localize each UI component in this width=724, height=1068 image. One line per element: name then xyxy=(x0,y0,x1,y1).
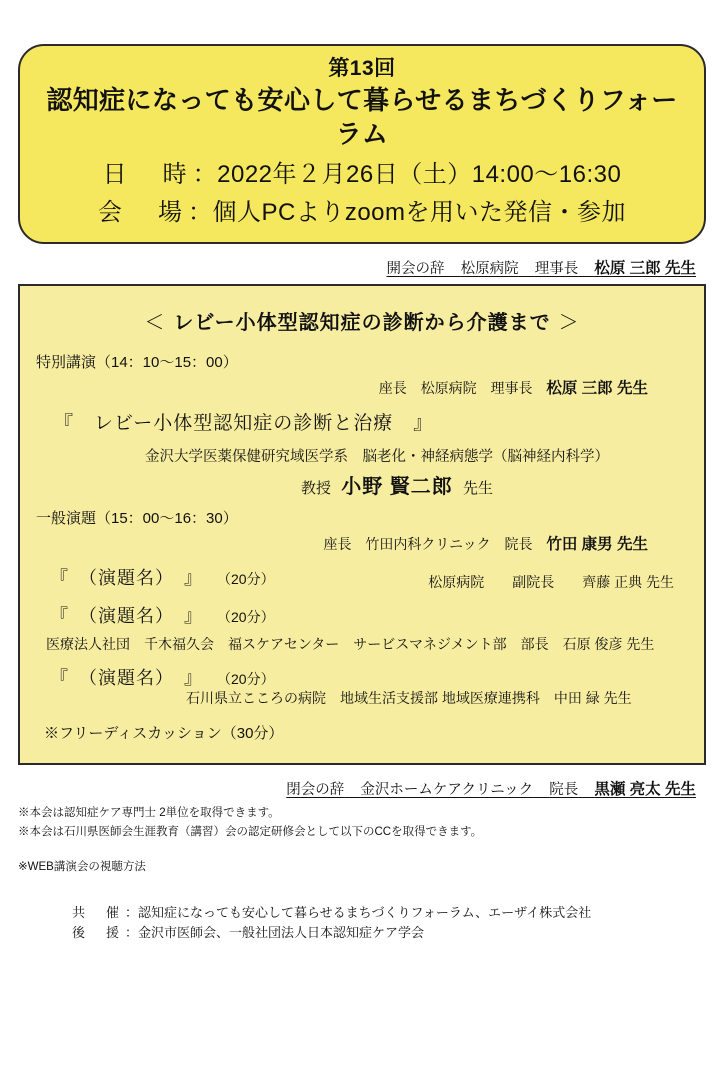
cohost-row xyxy=(72,903,706,924)
general-item-2-affiliation: 医療法人社団 千木福久会 福スケアセンター サービスマネジメント部 部長 石原 俊彦 先生 xyxy=(46,635,655,652)
theme-close-bracket: ＞ xyxy=(558,311,580,334)
special-chair-line xyxy=(36,376,648,398)
note-credit-cc: ※本会は石川県医師会生涯教育（講習）会の認定研修会として以下のCCを取得できます。 xyxy=(18,826,483,839)
special-lecture-heading: 特別講演（14：10〜15：00） xyxy=(36,353,238,371)
support-value: ：金沢市医師会、一般社団法人日本認知症ケア学会 xyxy=(125,925,425,941)
place-value: 個人PCよりzoomを用いた発信・参加 xyxy=(212,198,627,226)
special-speaker-name: 小野 賢二郎 xyxy=(341,475,453,498)
forum-title: 認知症になっても安心して暮らせるまちづくりフォーラム xyxy=(46,85,678,150)
opening-org: 松原病院 xyxy=(460,260,519,277)
place-label: 会 場 xyxy=(97,198,188,226)
theme-open-bracket: ＜ xyxy=(144,311,166,334)
general-chair-role: 院長 xyxy=(504,535,533,552)
special-affiliation: 金沢大学医薬保健研究域医学系 脳老化・神経病態学（脳神経内科学） xyxy=(145,448,609,465)
note-credit-care: ※本会は認知症ケア専門士 2単位を取得できます。 xyxy=(18,806,280,819)
general-item-3 xyxy=(50,664,688,690)
general-session-heading: 一般演題（15：00〜16：30） xyxy=(36,509,238,527)
general-chair-name: 竹田 康男 先生 xyxy=(546,535,648,553)
special-chair-role: 理事長 xyxy=(490,379,533,396)
free-discussion: ※フリーディスカッション（30分） xyxy=(44,724,284,742)
support-row xyxy=(72,923,706,944)
cohost-value: ：認知症になっても安心して暮らせるまちづくりフォーラム、エーザイ株式会社 xyxy=(125,904,592,920)
special-talk-title: 『 レビー小体型認知症の診断と治療 』 xyxy=(54,412,434,434)
special-chair-name: 松原 三郎 先生 xyxy=(546,379,648,397)
flyer-page xyxy=(0,44,724,1068)
note-web-instructions: ※WEB講演会の視聴方法 xyxy=(18,861,146,874)
opening-label: 開会の辞 xyxy=(386,260,445,277)
closing-remarks xyxy=(18,777,706,799)
date-row: 日 時：2022年２月26日（土）14:00〜16:30 xyxy=(102,160,622,188)
general-item-3-duration: （20分） xyxy=(217,670,275,687)
general-item-3-affiliation: 石川県立こころの病院 地域生活支援部 地域医療連携科 中田 緑 先生 xyxy=(186,689,632,706)
date-value: 2022年２月26日（土）14:00〜16:30 xyxy=(217,160,622,188)
date-label: 日 時 xyxy=(102,160,193,188)
special-speaker-line xyxy=(106,470,688,499)
closing-label: 閉会の辞 xyxy=(286,781,345,798)
theme-text: レビー小体型認知症の診断から介護まで xyxy=(173,311,551,334)
general-item-1-title: 『 （演題名） 』 xyxy=(50,567,203,588)
special-speaker-role: 教授 xyxy=(301,479,332,497)
footer-sponsors xyxy=(18,903,706,945)
general-item-2 xyxy=(50,602,688,628)
general-chair-line xyxy=(36,532,648,554)
special-chair-label: 座長 xyxy=(378,379,407,396)
opening-role: 理事長 xyxy=(534,260,579,277)
program-box xyxy=(18,284,706,765)
closing-name: 黒瀬 亮太 先生 xyxy=(594,780,696,798)
cohost-label: 共 催 xyxy=(72,904,124,920)
general-chair-org: 竹田内科クリニック xyxy=(365,535,491,552)
general-item-1-duration: （20分） xyxy=(217,570,275,587)
support-label: 後 援 xyxy=(72,925,124,941)
general-item-1-affiliation: 松原病院 副院長 齊藤 正典 先生 xyxy=(428,573,674,590)
opening-remarks xyxy=(18,256,706,278)
general-item-2-title: 『 （演題名） 』 xyxy=(50,605,203,626)
place-row: 会 場：個人PCよりzoomを用いた発信・参加 xyxy=(97,198,627,226)
special-chair-org: 松原病院 xyxy=(420,379,477,396)
general-item-3-title: 『 （演題名） 』 xyxy=(50,667,203,688)
closing-org: 金沢ホームケアクリニック xyxy=(360,781,534,798)
opening-name: 松原 三郎 先生 xyxy=(594,259,696,277)
closing-role: 院長 xyxy=(549,781,579,798)
header-banner xyxy=(18,44,706,244)
special-speaker-suffix: 先生 xyxy=(462,479,493,497)
edition-label: 第13回 xyxy=(328,57,396,80)
program-theme xyxy=(36,306,688,335)
general-chair-label: 座長 xyxy=(323,535,352,552)
general-item-2-duration: （20分） xyxy=(217,608,275,625)
